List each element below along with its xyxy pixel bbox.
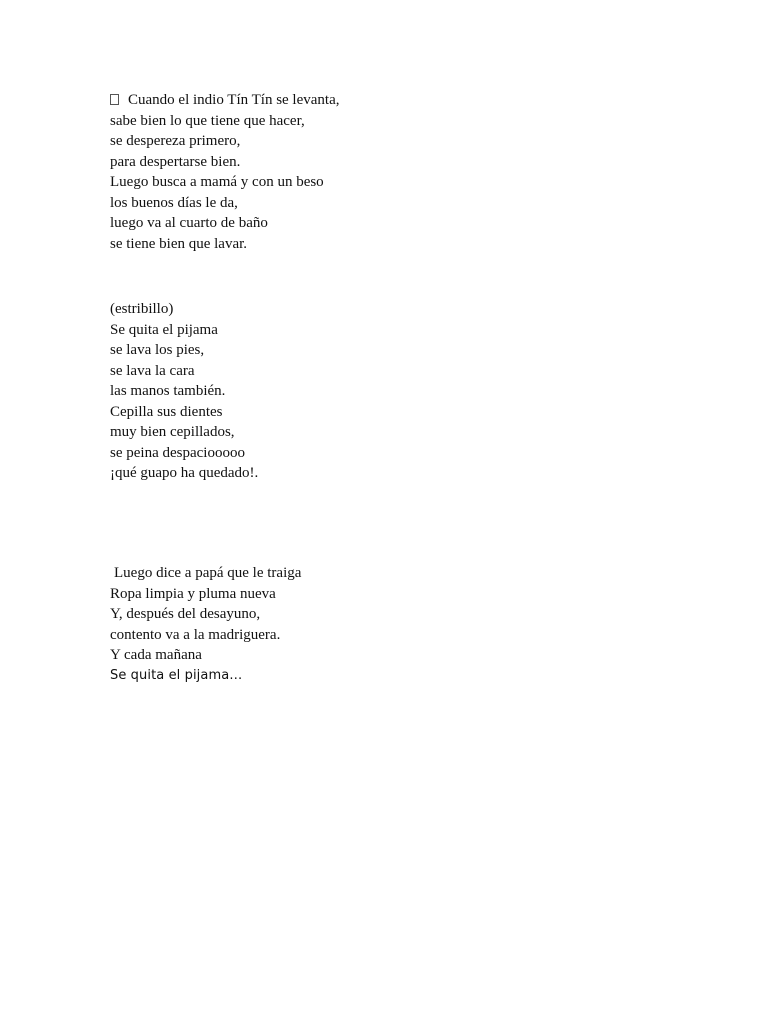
verse-line: se tiene bien que lavar. (110, 235, 248, 252)
chorus-line: se lava los pies, (110, 342, 205, 358)
chorus-line: Se quita el pijama (110, 321, 218, 338)
verse-line: contento va a la madriguera. (110, 626, 281, 643)
square-bullet-icon (110, 94, 119, 105)
stanza-verse-1 (110, 90, 340, 254)
verse-line: los buenos días le da, (110, 194, 238, 211)
chorus-line: se lava la cara (110, 362, 195, 379)
stanza-verse-2 (110, 563, 301, 686)
chorus-line: las manos también. (110, 383, 226, 399)
chorus-line: se peina despaciooooo (110, 444, 245, 461)
verse-line: Y cada mañana (110, 647, 202, 663)
stanza-chorus (110, 299, 258, 484)
chorus-label: (estribillo) (110, 301, 174, 317)
verse-line (110, 563, 301, 584)
verse-line-text: Cuando el indio Tín Tín se levanta, (128, 92, 340, 108)
verse-line-text: Luego dice a papá que le traiga (114, 565, 302, 581)
verse-line: Y, después del desayuno, (110, 606, 261, 622)
chorus-line: ¡qué guapo ha quedado!. (110, 465, 259, 481)
verse-line: sabe bien lo que tiene que hacer, (110, 112, 305, 129)
chorus-line: Cepilla sus dientes (110, 403, 223, 420)
verse-line: luego va al cuarto de baño (110, 215, 268, 231)
verse-line-last: Se quita el pijama… (110, 667, 243, 683)
verse-line: Ropa limpia y pluma nueva (110, 585, 276, 602)
chorus-line: muy bien cepillados, (110, 424, 235, 440)
verse-line (110, 90, 340, 111)
verse-line: Luego busca a mamá y con un beso (110, 174, 324, 190)
verse-line: se despereza primero, (110, 133, 241, 149)
verse-line: para despertarse bien. (110, 153, 241, 170)
